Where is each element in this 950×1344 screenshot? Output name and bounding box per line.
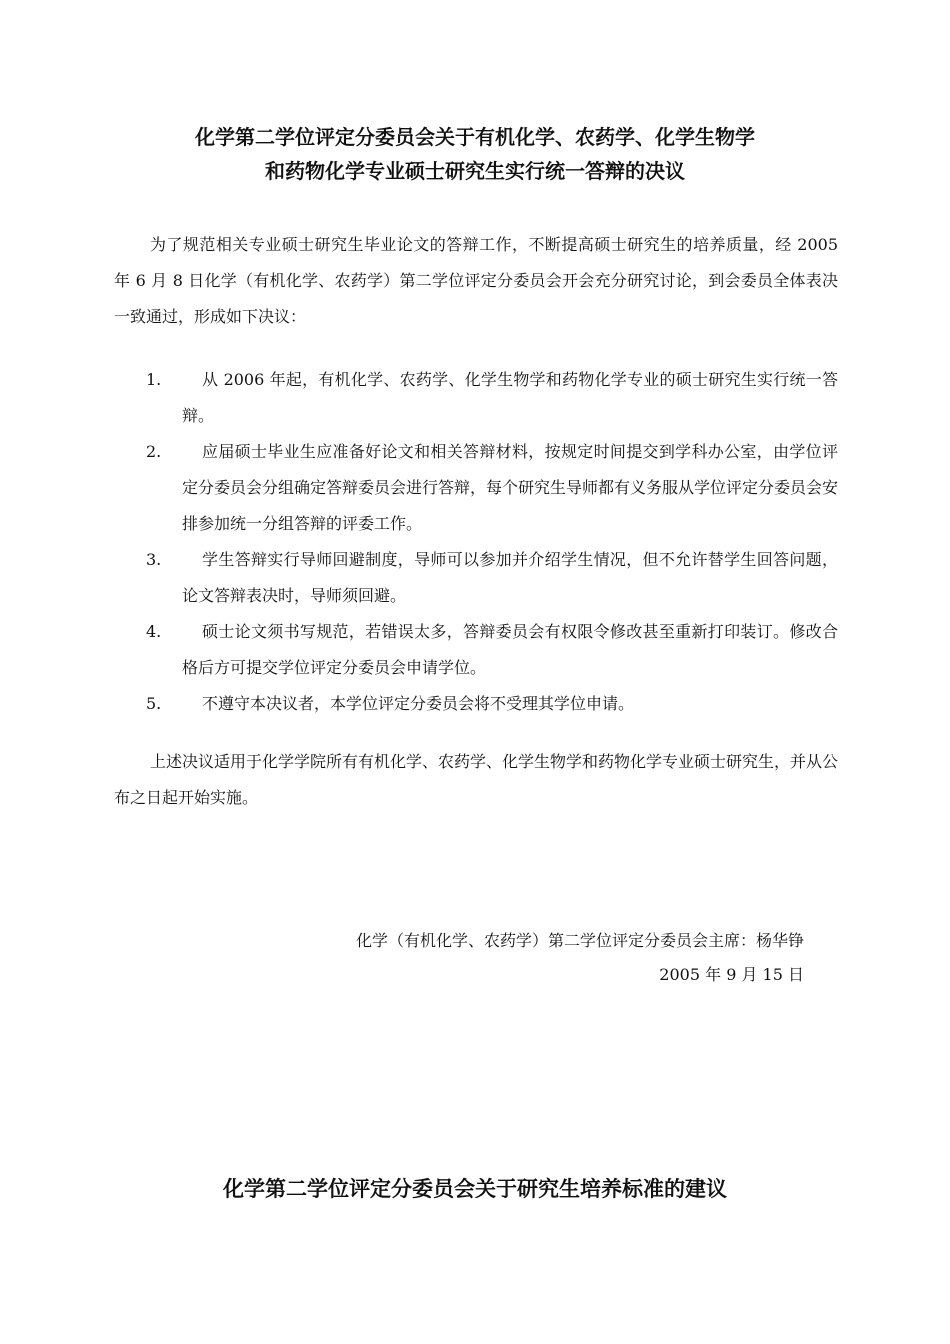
resolution-title: [0, 120, 950, 188]
list-item-number: 2.: [146, 442, 162, 461]
resolution-list: [146, 362, 838, 722]
list-item: [146, 686, 838, 722]
intro-paragraph: 为了规范相关专业硕士研究生毕业论文的答辩工作，不断提高硕士研究生的培养质量，经 2005 年 6 月 8 日化学（有机化学、农药学）第二学位评定分委员会开会充分研究讨论，到会委员全体表决一致通过，形成如下决议：: [114, 235, 838, 326]
resolution-title-line-2: 和药物化学专业硕士研究生实行统一答辩的决议: [265, 159, 685, 183]
list-item: [146, 614, 838, 686]
list-item-number: 5.: [146, 694, 162, 713]
list-item: [146, 434, 838, 542]
list-item-text: 硕士论文须书写规范，若错误太多，答辩委员会有权限令修改甚至重新打印装订。修改合格后方可提交学位评定分委员会申请学位。: [182, 622, 838, 677]
list-item-number: 1.: [146, 370, 162, 389]
list-item-text: 不遵守本决议者，本学位评定分委员会将不受理其学位申请。: [202, 694, 635, 713]
list-item-number: 4.: [146, 622, 162, 641]
signature-date: 2005 年 9 月 15 日: [659, 965, 804, 984]
list-item-text: 应届硕士毕业生应准备好论文和相关答辩材料，按规定时间提交到学科办公室，由学位评定分委员会分组确定答辩委员会进行答辩，每个研究生导师都有义务服从学位评定分委员会安排参加统一分组答辩的评委工作。: [182, 442, 839, 533]
closing-paragraph: 上述决议适用于化学学院所有有机化学、农药学、化学生物学和药物化学专业硕士研究生，并从公布之日起开始实施。: [114, 752, 839, 807]
resolution-title-line-1: 化学第二学位评定分委员会关于有机化学、农药学、化学生物学: [195, 125, 755, 149]
list-item-number: 3.: [146, 550, 162, 569]
list-item: [146, 362, 838, 434]
list-item: [146, 542, 838, 614]
list-item-text: 从 2006 年起，有机化学、农药学、化学生物学和药物化学专业的硕士研究生实行统一答辩。: [182, 370, 838, 425]
list-item-text: 学生答辩实行导师回避制度，导师可以参加并介绍学生情况，但不允许替学生回答问题，论文答辩表决时，导师须回避。: [182, 550, 838, 605]
signature-line: 化学（有机化学、农药学）第二学位评定分委员会主席：杨华铮: [355, 931, 804, 950]
next-section-title: 化学第二学位评定分委员会关于研究生培养标准的建议: [223, 1177, 727, 1201]
